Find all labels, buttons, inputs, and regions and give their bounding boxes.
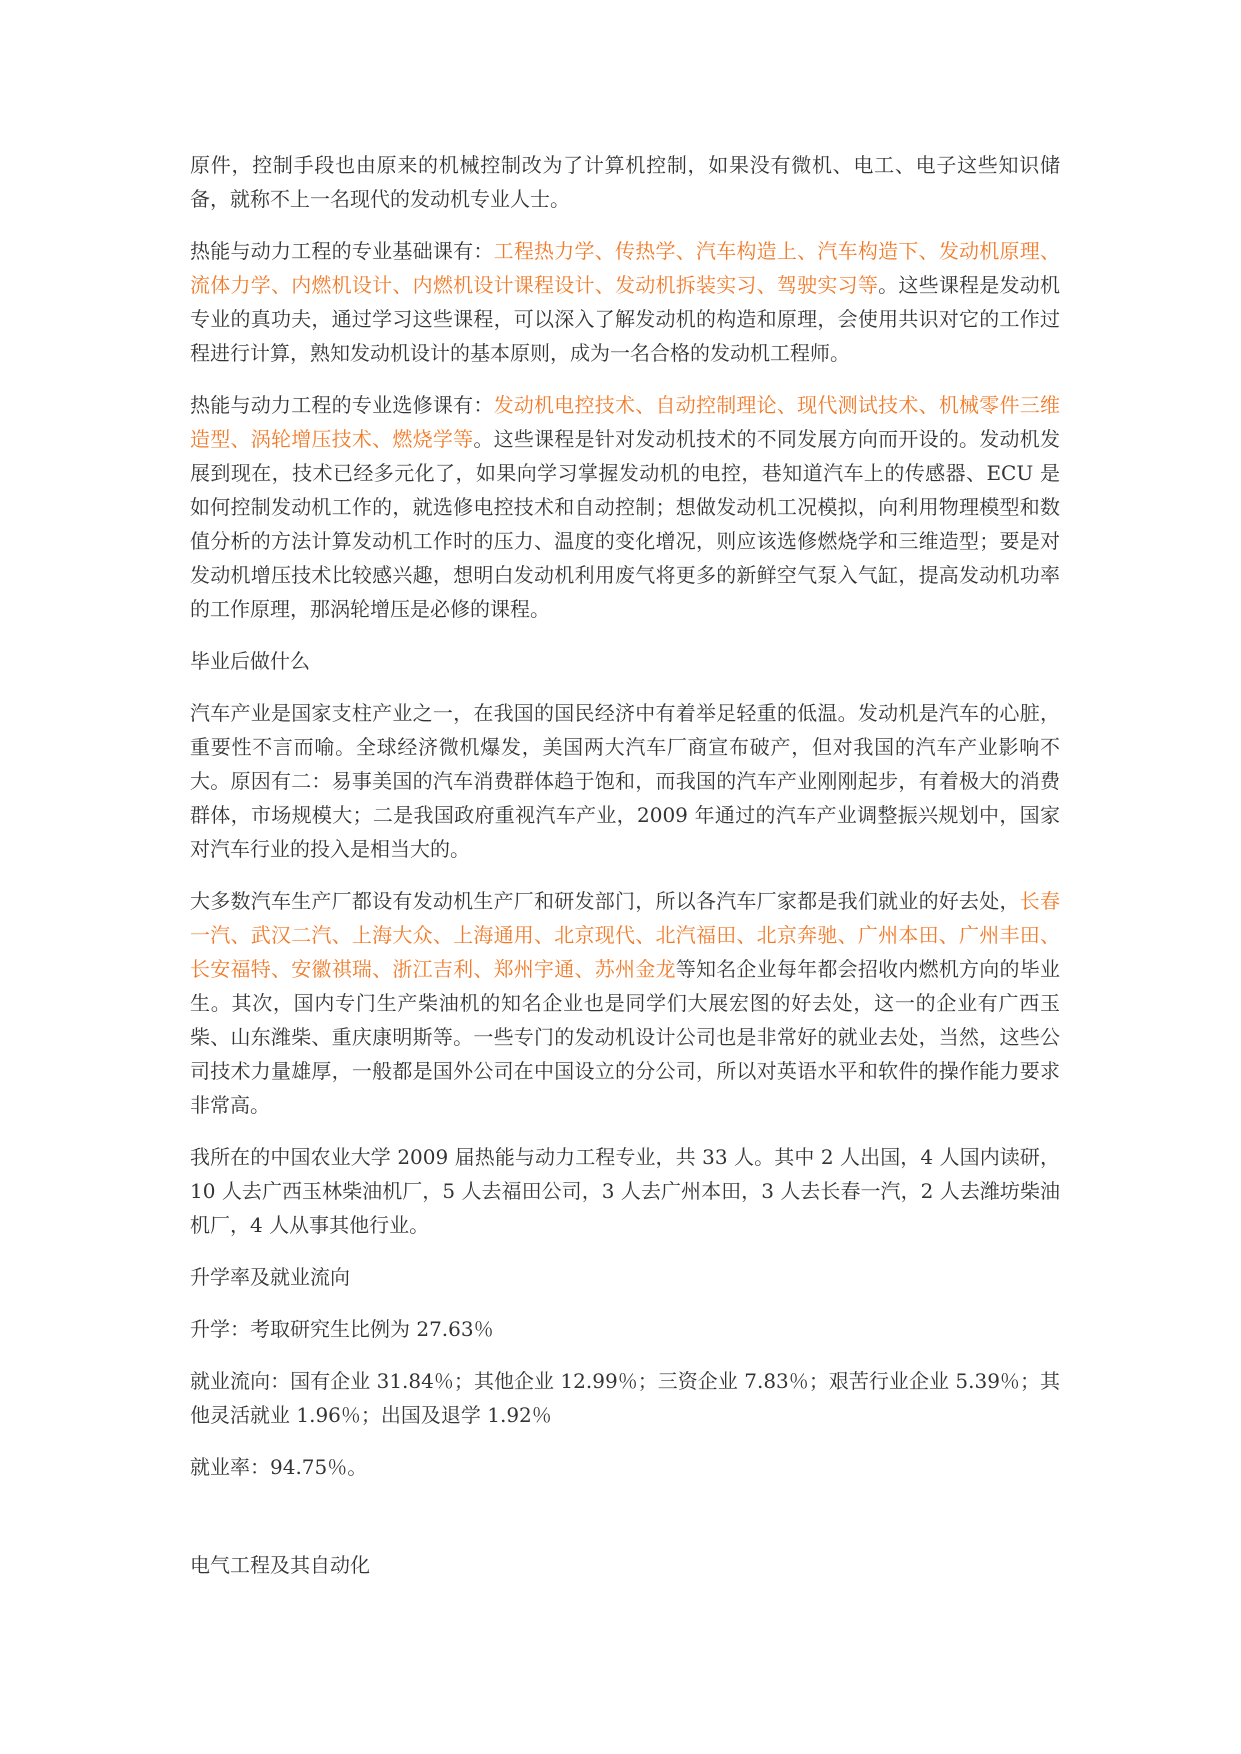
paragraph-core-courses: [190, 234, 1060, 370]
paragraph-employment-flow: 就业流向：国有企业 31.84％；其他企业 12.99％；三资企业 7.83％；艰苦行业企业 5.39％；其他灵活就业 1.96％；出国及退学 1.92％: [190, 1369, 1060, 1427]
paragraph-further-study: 升学：考取研究生比例为 27.63％: [190, 1317, 494, 1341]
paragraph-employment-rate: 就业率：94.75％。: [190, 1455, 368, 1479]
core-courses-highlight: 工程热力学、传热学、汽车构造上、汽车构造下、发动机原理、流体力学、内燃机设计、内燃机设计课程设计、发动机拆装实习、驾驶实习等: [190, 239, 1061, 297]
core-courses-prefix: 热能与动力工程的专业基础课有：: [190, 239, 494, 263]
employers-prefix: 大多数汽车生产厂都设有发动机生产厂和研发部门，所以各汽车厂家都是我们就业的好去处，: [190, 889, 1020, 913]
elective-courses-prefix: 热能与动力工程的专业选修课有：: [190, 393, 494, 417]
paragraph-elective-courses: [190, 388, 1060, 626]
heading-employment-rate: 升学率及就业流向: [190, 1265, 350, 1289]
elective-courses-suffix: 。这些课程是针对发动机技术的不同发展方向而开设的。发动机发展到现在，技术已经多元化了，如果向学习掌握发动机的电控，巷知道汽车上的传感器、ECU 是如何控制发动机工作的，就选修电控技术和自动控制；想做发动机工况模拟，向利用物理模型和数值分析的方法计算发动机工作时的压力、温度的变化增况，则应该选修燃烧学和三维造型；要是对发动机增压技术比较感兴趣，想明白发动机利用废气将更多的新鲜空气泵入气缸，提高发动机功率的工作原理，那涡轮增压是必修的课程。: [190, 427, 1061, 621]
paragraph-class-outcomes: 我所在的中国农业大学 2009 届热能与动力工程专业，共 33 人。其中 2 人出国，4 人国内读研，10 人去广西玉林柴油机厂，5 人去福田公司，3 人去广州本田，3 人去长春一汽，2 人去潍坊柴油机厂，4 人从事其他行业。: [190, 1145, 1060, 1237]
spacer: [190, 1502, 1060, 1548]
paragraph-industry: 汽车产业是国家支柱产业之一，在我国的国民经济中有着举足轻重的低温。发动机是汽车的心脏，重要性不言而喻。全球经济微机爆发，美国两大汽车厂商宣布破产，但对我国的汽车产业影响不大。原因有二：易事美国的汽车消费群体趋于饱和，而我国的汽车产业刚刚起步，有着极大的消费群体，市场规模大；二是我国政府重视汽车产业，2009 年通过的汽车产业调整振兴规划中，国家对汽车行业的投入是相当大的。: [190, 701, 1060, 861]
core-courses-suffix: 。这些课程是发动机专业的真功夫，通过学习这些课程，可以深入了解发动机的构造和原理，会使用共识对它的工作过程进行计算，熟知发动机设计的基本原则，成为一名合格的发动机工程师。: [190, 273, 1061, 365]
paragraph-intro: 原件，控制手段也由原来的机械控制改为了计算机控制，如果没有微机、电工、电子这些知识储备，就称不上一名现代的发动机专业人士。: [190, 153, 1060, 211]
elective-courses-highlight: 发动机电控技术、自动控制理论、现代测试技术、机械零件三维造型、涡轮增压技术、燃烧学等: [190, 393, 1061, 451]
heading-after-graduation: 毕业后做什么: [190, 649, 310, 673]
paragraph-employers: [190, 884, 1060, 1122]
employers-highlight: 长春一汽、武汉二汽、上海大众、上海通用、北京现代、北汽福田、北京奔驰、广州本田、广州丰田、长安福特、安徽祺瑞、浙江吉利、郑州宇通、苏州金龙: [190, 889, 1061, 981]
document-body: [190, 148, 1060, 1600]
employers-suffix: 等知名企业每年都会招收内燃机方向的毕业生。其次，国内专门生产柴油机的知名企业也是同学们大展宏图的好去处，这一的企业有广西玉柴、山东潍柴、重庆康明斯等。一些专门的发动机设计公司也是非常好的就业去处，当然，这些公司技术力量雄厚，一般都是国外公司在中国设立的分公司，所以对英语水平和软件的操作能力要求非常高。: [190, 957, 1061, 1117]
heading-electrical-engineering: 电气工程及其自动化: [190, 1553, 370, 1577]
